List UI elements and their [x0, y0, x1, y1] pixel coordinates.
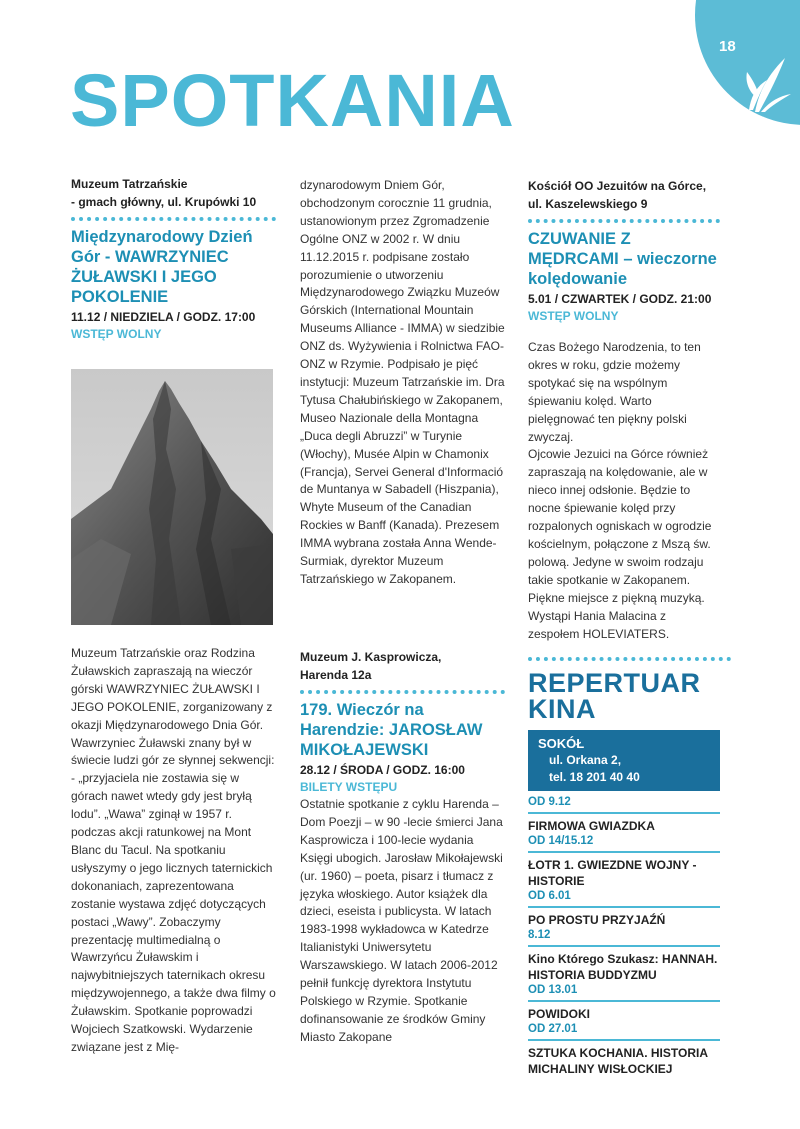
event-2-admission: BILETY WSTĘPU: [300, 780, 398, 794]
leaf-icon: [745, 52, 793, 114]
film-title: FIRMOWA GWIAZDKA: [528, 819, 655, 833]
event-3-date: 5.01 / CZWARTEK / GODZ. 21:00: [528, 292, 712, 306]
event-1-continued-body: dzynarodowym Dniem Gór, obchodzonym corocznie 11 grudnia, ustanowionym przez Zgromadzenie Ogólne ONZ w 2002 r. W dniu 11.12.2015 r. podpisane zostało porozumienie o utworzeniu Międzynarodowego Związku Muzeów Górskich (International Mountain Museums Alliance - IMMA) w siedzibie ONZ ds. Wyżywienia i Rolnictwa FAO-ONZ w Rzymie. Podpisało je pięć instytucji: Muzeum Tatrzańskie im. Dra Tytusa Chałubińskiego w Zakopanem, Museo Nazionale della Montagna „Duca degli Abruzzi” w Turynie (Włochy), Musée Alpin w Chamonix (Francja), Servei General d'Informació de Muntanya w Sabadell (Hiszpania), Whyte Museum of the Canadian Rockies w Banff (Kanada). Prezesem IMMA wybrana została Anna Wende-Surmiak, dyrektor Muzeum Tatrzańskiego w Zakopanem.: [300, 178, 505, 586]
page-title: SPOTKANIA: [70, 59, 515, 142]
event-3-venue: Kościół OO Jezuitów na Górce, ul. Kaszelewskiego 9: [528, 179, 707, 211]
event-2-date: 28.12 / ŚRODA / GODZ. 16:00: [300, 763, 465, 777]
dotted-divider: [300, 690, 505, 694]
event-2-title: 179. Wieczór na Harendzie: JAROSŁAW MIKOŁAJEWSKI: [300, 701, 483, 759]
list-item: [528, 791, 720, 814]
film-date: OD 27.01: [528, 1023, 578, 1035]
event-1-admission: WSTĘP WOLNY: [71, 327, 162, 341]
event-1-date: 11.12 / NIEDZIELA / GODZ. 17:00: [71, 310, 256, 324]
list-item: [528, 853, 720, 908]
corner-tab: [695, 0, 800, 125]
film-title: ŁOTR 1. GWIEZDNE WOJNY - HISTORIE: [528, 858, 697, 888]
event-1-title: Międzynarodowy Dzień Gór - WAWRZYNIEC ŻUŁAWSKI I JEGO POKOLENIE: [71, 228, 253, 306]
dotted-divider: [528, 219, 720, 223]
cinema-phone: tel. 18 201 40 40: [549, 770, 640, 784]
page-number: 18: [719, 38, 736, 55]
film-title: SZTUKA KOCHANIA. HISTORIA MICHALINY WISŁOCKIEJ: [528, 1046, 708, 1076]
cinema-info-box: [528, 730, 720, 791]
list-item: [528, 1002, 720, 1041]
list-item: [528, 814, 720, 853]
mountain-peak-photo: [71, 369, 273, 625]
event-3-title: CZUWANIE Z MĘDRCAMI – wieczorne kolędowanie: [528, 230, 717, 288]
event-1-description: [71, 645, 276, 1057]
event-2: [300, 648, 505, 1047]
repertoire-title-line-2: KINA: [528, 694, 596, 724]
event-1-header: [71, 175, 276, 343]
list-item: [528, 947, 720, 1002]
event-2-body: Ostatnie spotkanie z cyklu Harenda – Dom Poezji – w 90 -lecie śmierci Jana Kasprowicza i 100-lecie wydania Księgi ubogich. Jarosław Mikołajewski (ur. 1960) – poeta, pisarz i tłumacz z języka włoskiego. Autor książek dla dzieci, eseista i publicysta. W latach 1983-1998 wykładowca w Katedrze Italianistyki Uniwersytetu Warszawskiego. W latach 2006-2012 pełnił funkcję dyrektora Instytutu Polskiego w Rzymie. Spotkanie dofinansowanie ze środków Gminy Miasto Zakopane: [300, 797, 503, 1044]
event-1-continuation: [300, 177, 505, 589]
film-date: OD 13.01: [528, 984, 578, 996]
film-title: POWIDOKI: [528, 1007, 590, 1021]
event-3-admission: WSTĘP WOLNY: [528, 309, 619, 323]
dotted-divider: [528, 657, 731, 661]
list-item: [528, 1041, 720, 1079]
event-1-body: Muzeum Tatrzańskie oraz Rodzina Żuławskich zapraszają na wieczór górski WAWRZYNIEC ŻUŁAWSKI I JEGO POKOLENIE, zorganizowany z okazji Międzynarodowego Dnia Gór. Wawrzyniec Żuławski znany był w świecie ludzi gór ze słynnej sekwencji: - „przyjaciela nie zostawia się w górach nawet wtedy gdy jest bryłą lodu”. „Wawa” zginął w 1957 r. podczas akcji ratunkowej na Mont Blanc du Tacul. Na spotkaniu usłyszymy o jego licznych taternickich dokonaniach, zaprezentowana zostanie wystawa zdjęć dotyczących postaci „Wawy”. Zobaczymy prezentację multimedialną o Wawrzyńcu Żuławskim i najwybitniejszych taternikach okresu międzywojennego, a także dwa filmy o Żuławskim. Spotkanie poprowadzi Wojciech Szatkowski. Wydarzenie związane jest z Mię-: [71, 646, 276, 1054]
event-2-venue: Muzeum J. Kasprowicza, Harenda 12a: [300, 650, 442, 682]
cinema-repertoire: [528, 670, 720, 1079]
film-date: OD 9.12: [528, 796, 571, 808]
event-3: [528, 177, 720, 667]
cinema-street: ul. Orkana 2,: [549, 753, 622, 767]
film-title: Kino Którego Szukasz: HANNAH. HISTORIA BUDDYZMU: [528, 952, 718, 982]
repertoire-title-line-1: REPERTUAR: [528, 668, 701, 698]
film-title: PO PROSTU PRZYJAŹŃ: [528, 913, 666, 927]
film-date: OD 6.01: [528, 890, 571, 902]
dotted-divider: [71, 217, 276, 221]
film-date: OD 14/15.12: [528, 835, 594, 847]
event-3-body: Czas Bożego Narodzenia, to ten okres w roku, gdzie możemy spotykać się na wspólnym śpiewaniu kolęd. Warto pielęgnować ten piękny polski zwyczaj. Ojcowie Jezuici na Górce również zapraszają na kolędowanie, ale w nieco innej odsłonie. Będzie to nocne śpiewanie kolęd przy rozpalonych ogniskach w ogrodzie kościelnym, połączone z Mszą św. polową. Jedyne w swoim rodzaju takie spotkanie w Zakopanem. Piękne miejsce z piękną muzyką. Wystąpi Hania Malacina z zespołem HOLEVIATERS.: [528, 340, 712, 641]
film-date: 8.12: [528, 929, 551, 941]
list-item: [528, 908, 720, 947]
event-1-venue: Muzeum Tatrzańskie - gmach główny, ul. Krupówki 10: [71, 177, 257, 209]
cinema-name: SOKÓŁ: [538, 736, 585, 751]
